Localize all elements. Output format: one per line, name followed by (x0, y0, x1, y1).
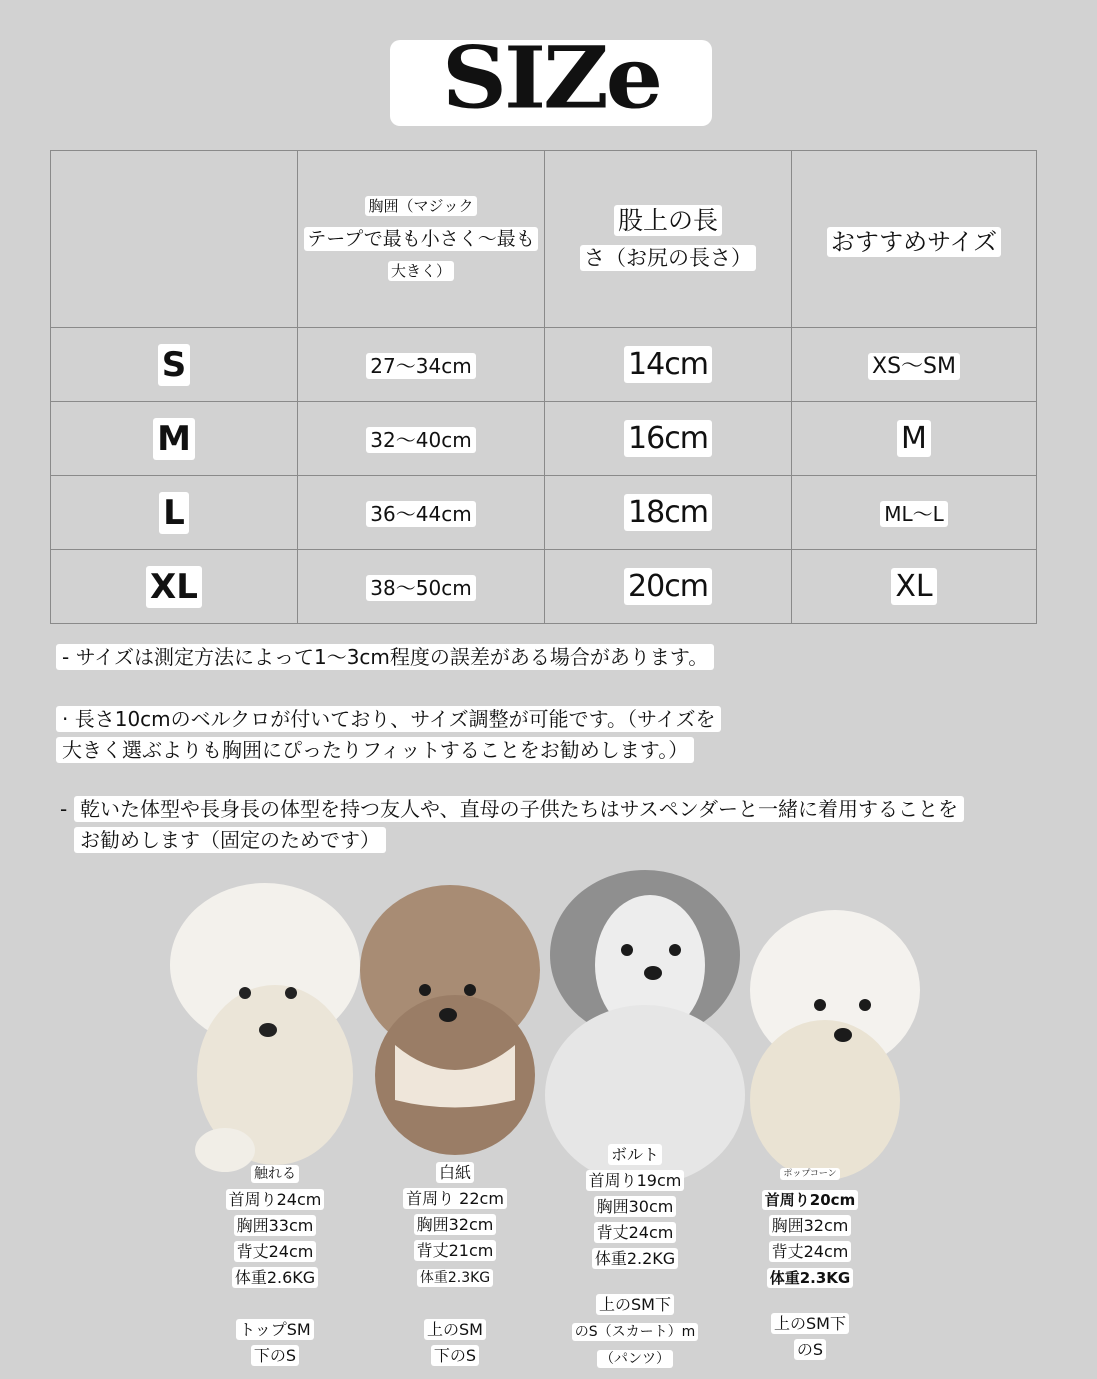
dog-2-caption (385, 1160, 525, 1369)
dog-1-weight: 体重2.6KG (232, 1267, 318, 1288)
dogs-photo (165, 865, 930, 1185)
dog-4-fit-2: のS (794, 1339, 826, 1360)
dog-3-image (545, 870, 745, 1185)
rise-value: 14cm (624, 346, 712, 383)
dog-4-chest: 胸囲32cm (769, 1215, 852, 1236)
header-rise-line-2: さ（お尻の長さ） (580, 245, 756, 271)
rise-value: 18cm (624, 494, 712, 531)
header-recommended (792, 151, 1037, 328)
dog-3-weight: 体重2.2KG (592, 1248, 678, 1269)
chest-value: 32〜40cm (366, 427, 475, 453)
dog-2-chest: 胸囲32cm (414, 1214, 497, 1235)
dog-2-back: 背丈21cm (414, 1240, 497, 1261)
table-row (51, 328, 1037, 402)
header-rise (545, 151, 792, 328)
dog-3-caption (560, 1142, 710, 1372)
dog-3-chest: 胸囲30cm (594, 1196, 677, 1217)
dog-3-name: ボルト (608, 1144, 662, 1165)
note-velcro-line-2: 大きく選ぶよりも胸囲にぴったりフィットすることをお勧めします。） (56, 737, 694, 763)
size-label: S (158, 344, 191, 386)
note-suspenders-dash: - (60, 797, 68, 821)
chest-value: 27〜34cm (366, 353, 475, 379)
note-velcro-line-1: · 長さ10cmのベルクロが付いており、サイズ調整が可能です。（サイズを (56, 706, 721, 732)
dog-3-fit-3: （パンツ） (597, 1350, 673, 1368)
rise-value: 20cm (624, 568, 712, 605)
dog-4-back: 背丈24cm (769, 1241, 852, 1262)
header-recommended-label: おすすめサイズ (827, 227, 1001, 257)
size-label: L (159, 492, 189, 534)
title-banner (390, 27, 712, 129)
note-suspenders-line-1: 乾いた体型や長身長の体型を持つ友人や、直母の子供たちはサスペンダーと一緒に着用することを (74, 796, 964, 822)
rise-value: 16cm (624, 420, 712, 457)
note-measurement (56, 642, 714, 673)
header-rise-line-1: 股上の長 (614, 205, 722, 236)
page-title: SIZe (441, 27, 661, 129)
recommended-value: ML〜L (880, 501, 948, 527)
note-velcro (56, 704, 721, 766)
dog-3-fit-1: 上のSM下 (596, 1294, 674, 1315)
size-label: XL (146, 566, 202, 608)
size-label: M (153, 418, 195, 460)
dog-2-fit-1: 上のSM (424, 1319, 486, 1340)
note-suspenders-line-2: お勧めします（固定のためです） (74, 827, 386, 853)
dog-1-fit-1: トップSM (236, 1319, 313, 1340)
dog-4-caption (740, 1158, 880, 1363)
recommended-value: XL (891, 568, 936, 605)
chest-value: 36〜44cm (366, 501, 475, 527)
dog-3-neck: 首周り19cm (586, 1170, 685, 1191)
recommended-value: XS〜SM (868, 353, 960, 380)
table-row (51, 476, 1037, 550)
dog-4-name: ポップコーン (780, 1168, 839, 1180)
dog-2-weight: 体重2.3KG (417, 1269, 493, 1287)
dog-4-neck: 首周り20cm (762, 1190, 858, 1210)
table-header-row (51, 151, 1037, 328)
dog-1-back: 背丈24cm (234, 1241, 317, 1262)
dog-2-name: 白紙 (436, 1162, 474, 1183)
dog-2-neck: 首周り 22cm (403, 1188, 507, 1209)
note-measurement-text: - サイズは測定方法によって1〜3cm程度の誤差がある場合があります。 (56, 644, 714, 670)
table-row (51, 550, 1037, 624)
dog-1-chest: 胸囲33cm (234, 1215, 317, 1236)
header-empty-cell (51, 151, 298, 328)
recommended-value: M (897, 420, 931, 457)
header-chest-line-3: 大きく） (388, 261, 454, 281)
chest-value: 38〜50cm (366, 575, 475, 601)
dog-2-image (360, 885, 540, 1155)
dog-4-fit-1: 上のSM下 (771, 1313, 849, 1334)
size-table (50, 150, 1037, 624)
dog-1-fit-2: 下のS (251, 1345, 299, 1366)
dog-4-weight: 体重2.3KG (767, 1268, 854, 1288)
header-chest-line-2: テープで最も小さく〜最も (304, 227, 538, 251)
dog-1-caption (200, 1160, 350, 1369)
dog-3-fit-2: のS（スカート）m (572, 1323, 699, 1341)
header-chest (298, 151, 545, 328)
dog-3-back: 背丈24cm (594, 1222, 677, 1243)
header-chest-line-1: 胸囲（マジック (365, 196, 476, 216)
dog-4-image (750, 910, 920, 1180)
note-suspenders (60, 794, 958, 852)
dog-1-image (170, 883, 360, 1172)
dog-1-name: 触れる (251, 1165, 299, 1183)
dog-1-neck: 首周り24cm (226, 1189, 325, 1210)
table-row (51, 402, 1037, 476)
dog-2-fit-2: 下のS (431, 1345, 479, 1366)
